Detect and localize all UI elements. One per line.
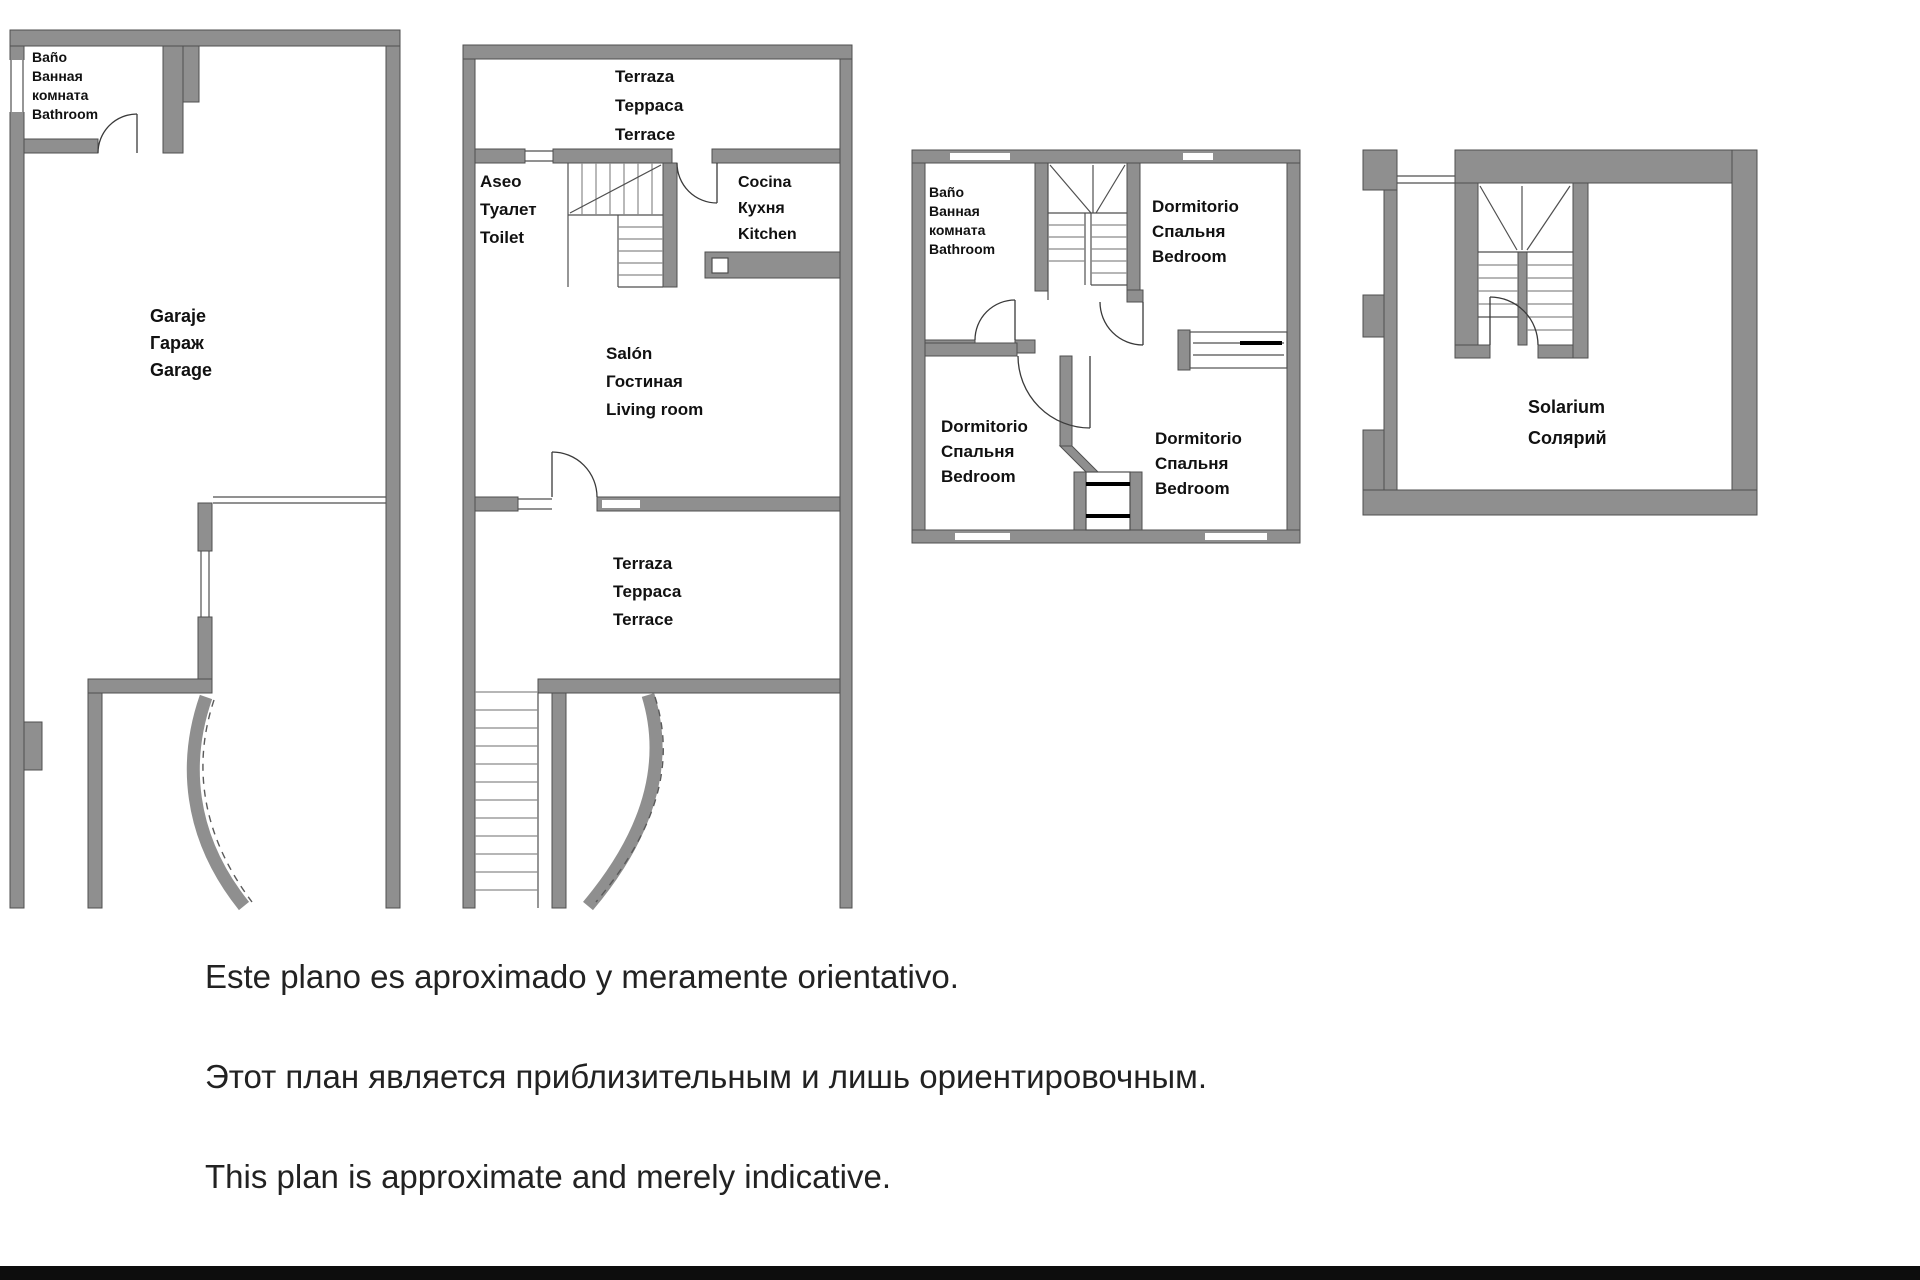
room-label-bedroom-left bbox=[941, 414, 1028, 489]
label-line: Гараж bbox=[150, 333, 204, 353]
label-line: Bedroom bbox=[1152, 247, 1227, 266]
label-line: Garage bbox=[150, 360, 213, 380]
label-line: Baño bbox=[32, 49, 67, 65]
label-line: Dormitorio bbox=[1155, 429, 1242, 448]
label-line: Солярий bbox=[1528, 428, 1607, 448]
label-line: Terraza bbox=[613, 554, 673, 573]
label-line: Спальня bbox=[1152, 222, 1226, 241]
disclaimer-russian: Этот план является приблизительным и лишь ориентировочным. bbox=[205, 1058, 1208, 1095]
walls bbox=[1363, 150, 1757, 515]
window bbox=[9, 60, 25, 112]
room-label-bedroom-right bbox=[1155, 426, 1242, 501]
room-label-living-room bbox=[606, 340, 703, 424]
driveway-ramp bbox=[193, 697, 252, 906]
bathroom-door-arc bbox=[975, 300, 1015, 340]
plan-roof bbox=[1363, 150, 1757, 515]
garage-door-opening bbox=[201, 497, 386, 617]
label-line: Terrace bbox=[613, 610, 674, 629]
label-line: Garaje bbox=[150, 306, 207, 326]
label-line: Dormitorio bbox=[1152, 197, 1239, 216]
bedroom-door-arc bbox=[1018, 356, 1090, 428]
room-label-bedroom-top bbox=[1152, 194, 1239, 269]
label-line: комната bbox=[32, 87, 89, 103]
label-line: Bathroom bbox=[32, 106, 99, 122]
disclaimer-spanish: Este plano es aproximado y meramente orientativo. bbox=[205, 958, 959, 995]
label-line: Toilet bbox=[480, 228, 525, 247]
label-line: Kitchen bbox=[738, 226, 797, 243]
label-line: Кухня bbox=[738, 200, 785, 217]
kitchen-counter bbox=[705, 252, 840, 278]
label-line: Terraza bbox=[615, 67, 675, 86]
label-line: Aseo bbox=[480, 172, 522, 191]
disclaimer-english: This plan is approximate and merely indicative. bbox=[205, 1158, 891, 1195]
label-line: Спальня bbox=[1155, 454, 1229, 473]
label-line: Ванная bbox=[929, 203, 980, 219]
label-line: Спальня bbox=[941, 442, 1015, 461]
label-line: Терраса bbox=[615, 96, 684, 115]
living-room-door-arc bbox=[552, 452, 597, 497]
walls bbox=[10, 30, 400, 908]
room-label-solarium bbox=[1528, 392, 1607, 454]
wardrobe-shaft bbox=[1086, 472, 1130, 530]
label-line: Terrace bbox=[615, 125, 676, 144]
bedroom-door-arc bbox=[1100, 302, 1143, 345]
driveway-ramp bbox=[588, 695, 663, 906]
label-line: Baño bbox=[929, 184, 964, 200]
room-label-toilet bbox=[480, 168, 537, 252]
room-label-bathroom-garage-floor bbox=[32, 48, 98, 124]
plan-garage-floor bbox=[9, 30, 400, 908]
label-line: Solarium bbox=[1528, 397, 1606, 417]
door-arc bbox=[98, 114, 137, 153]
label-line: Туалет bbox=[480, 200, 537, 219]
label-line: Dormitorio bbox=[941, 417, 1028, 436]
exterior-stairs bbox=[475, 692, 538, 908]
room-label-bathroom-first-floor bbox=[929, 183, 995, 259]
label-line: Bedroom bbox=[941, 467, 1016, 486]
staircase bbox=[568, 163, 663, 287]
staircase bbox=[1048, 163, 1127, 300]
room-label-terrace-top bbox=[615, 62, 683, 149]
room-label-garage bbox=[150, 303, 212, 384]
terrace-door-arc bbox=[677, 163, 717, 203]
label-line: Salón bbox=[606, 344, 653, 363]
label-line: Cocina bbox=[738, 174, 792, 191]
room-label-terrace-bottom bbox=[613, 550, 681, 634]
label-line: Ванная bbox=[32, 68, 83, 84]
label-line: Терраса bbox=[613, 582, 682, 601]
label-line: Bedroom bbox=[1155, 479, 1230, 498]
label-line: Bathroom bbox=[929, 241, 996, 257]
room-label-kitchen bbox=[738, 170, 797, 248]
label-line: комната bbox=[929, 222, 986, 238]
window bbox=[1397, 176, 1455, 183]
label-line: Living room bbox=[606, 400, 704, 419]
footer-bar bbox=[0, 1266, 1920, 1280]
label-line: Гостиная bbox=[606, 372, 683, 391]
closet bbox=[1190, 332, 1287, 368]
